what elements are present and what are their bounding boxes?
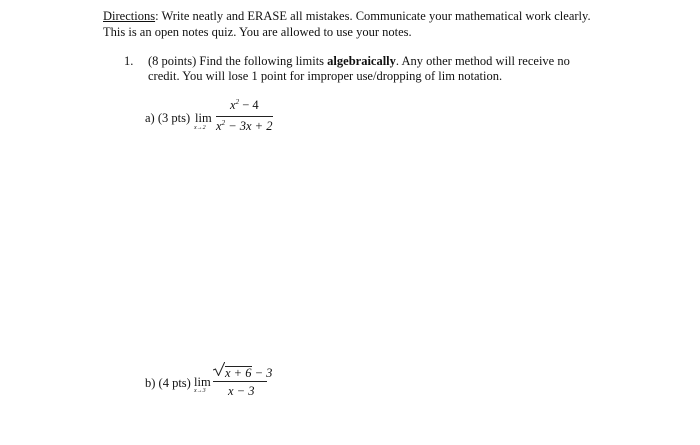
directions-text-1: : Write neatly and ERASE all mistakes. Communicate your mathematical work clearly. (155, 9, 591, 23)
question-text-bold: algebraically (327, 54, 396, 68)
question-text-pre: (8 points) Find the following limits (148, 54, 328, 68)
part-a-label: a) (3 pts) (145, 111, 191, 125)
part-a-numerator-exponent: 2 (235, 98, 240, 106)
directions-label: Directions (103, 9, 156, 23)
part-a-lim: lim (195, 111, 212, 125)
part-a-denominator-exponent: 2 (221, 119, 226, 127)
part-a-denominator-rest: − 3x + 2 (225, 119, 273, 133)
part-b-denominator: x − 3 (228, 384, 255, 398)
part-a-fraction-bar (216, 116, 273, 117)
part-b-lim: lim (194, 375, 211, 389)
square-root-icon (213, 362, 225, 376)
directions-line-1 (103, 9, 591, 24)
part-b-fraction-bar (213, 381, 267, 382)
part-a-numerator-rest: − 4 (239, 98, 259, 112)
question-text-line-1 (148, 54, 570, 69)
part-b-numerator-rest: − 3 (251, 366, 273, 380)
part-b-radicand: x + 6 (225, 366, 252, 380)
question-number: 1. (124, 54, 134, 68)
part-a-lim-subscript: x→2 (194, 125, 206, 131)
part-b-lim-subscript: x→3 (194, 388, 206, 394)
part-b-numerator (225, 366, 272, 381)
part-a-denominator (216, 119, 272, 134)
question-text-line-2: credit. You will lose 1 point for improper use/dropping of lim notation. (148, 69, 503, 83)
directions-line-2: This is an open notes quiz. You are allowed to use your notes. (103, 25, 412, 39)
part-a-numerator-base: x (230, 98, 236, 112)
part-a-numerator (230, 98, 259, 113)
question-text-post: . Any other method will receive no (395, 54, 570, 68)
part-b-label: b) (4 pts) (145, 376, 191, 390)
part-a-denominator-base: x (216, 119, 222, 133)
